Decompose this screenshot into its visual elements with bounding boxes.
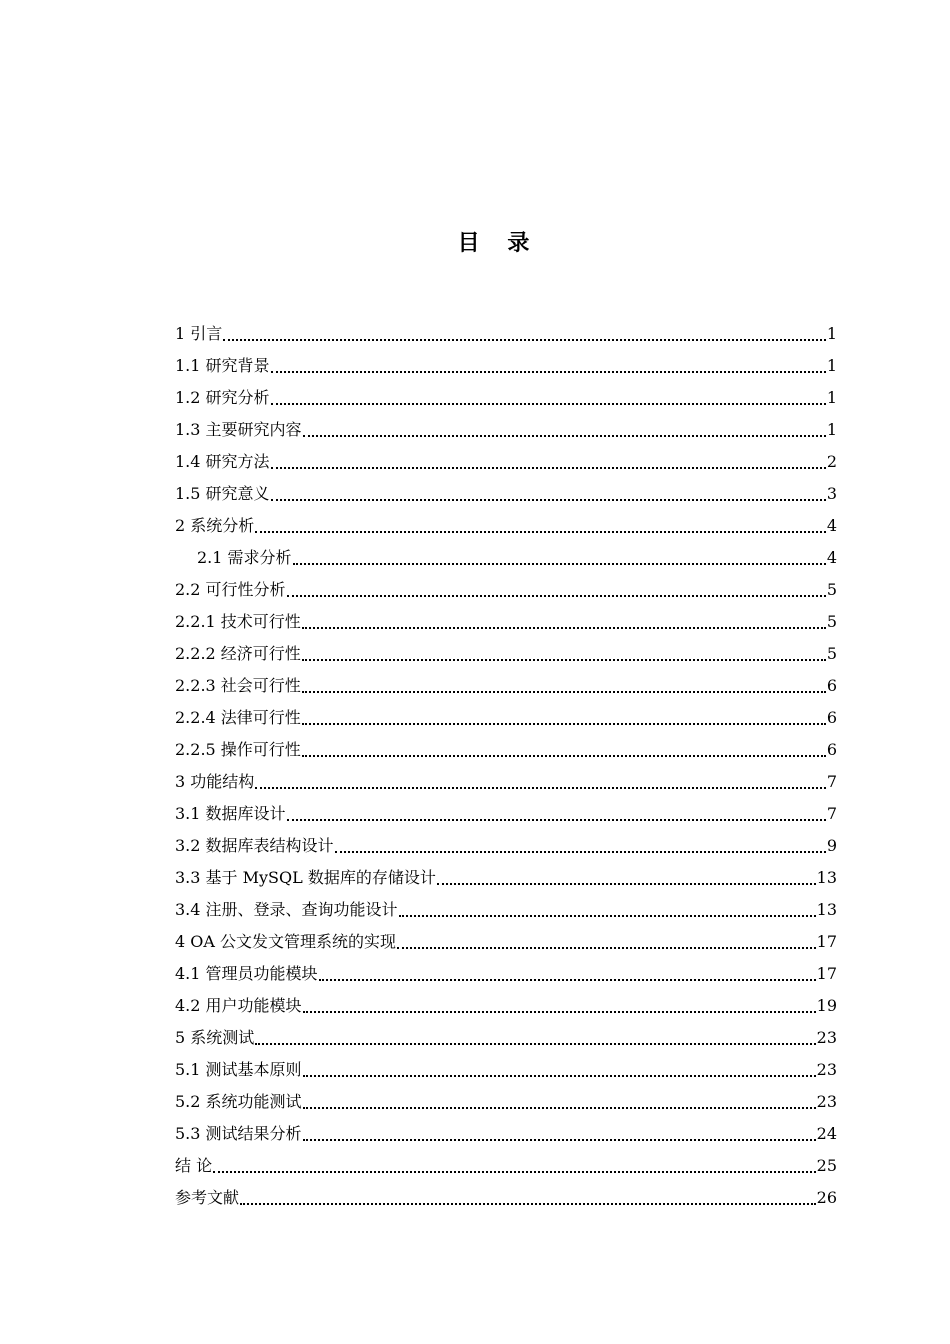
toc-entry-page-number: 1 xyxy=(826,324,837,343)
toc-entry-page-number: 7 xyxy=(826,772,837,791)
toc-entry-label: 1 引言 xyxy=(175,324,223,343)
toc-entry-page-number: 1 xyxy=(826,388,837,407)
toc-entry[interactable] xyxy=(175,1022,837,1054)
toc-entry-page-number: 24 xyxy=(816,1124,837,1143)
toc-entry[interactable] xyxy=(175,414,837,446)
toc-entry-label: 5 系统测试 xyxy=(175,1028,255,1047)
toc-dot-leader xyxy=(255,1022,815,1054)
toc-title: 目 录 xyxy=(457,231,540,256)
toc-entry[interactable] xyxy=(175,894,837,926)
toc-entry-page-number: 6 xyxy=(826,740,837,759)
toc-dot-leader xyxy=(399,894,816,926)
toc-dot-leader xyxy=(302,702,826,734)
toc-entry-label: 3.1 数据库设计 xyxy=(175,804,286,823)
toc-entry[interactable] xyxy=(175,606,837,638)
toc-entry[interactable] xyxy=(175,862,837,894)
toc-dot-leader xyxy=(302,734,826,766)
toc-entry-label: 3.2 数据库表结构设计 xyxy=(175,836,334,855)
toc-entry[interactable] xyxy=(175,1150,837,1182)
toc-entry[interactable] xyxy=(175,1054,837,1086)
toc-entry-page-number: 23 xyxy=(816,1092,837,1111)
toc-entry[interactable] xyxy=(175,1086,837,1118)
toc-entry-label: 1.3 主要研究内容 xyxy=(175,420,302,439)
toc-entry[interactable] xyxy=(175,958,837,990)
toc-entry-label: 4.1 管理员功能模块 xyxy=(175,964,318,983)
toc-dot-leader xyxy=(303,1118,816,1150)
toc-entry-page-number: 17 xyxy=(816,964,837,983)
toc-entry-label: 3 功能结构 xyxy=(175,772,255,791)
toc-entry[interactable] xyxy=(175,798,837,830)
toc-entry-label: 1.4 研究方法 xyxy=(175,452,270,471)
toc-dot-leader xyxy=(397,926,816,958)
toc-entry[interactable] xyxy=(175,350,837,382)
toc-entry-page-number: 5 xyxy=(826,580,837,599)
toc-entry-label: 2.2.4 法律可行性 xyxy=(175,708,301,727)
toc-entry-label: 2 系统分析 xyxy=(175,516,255,535)
toc-entry-label: 2.2.3 社会可行性 xyxy=(175,676,301,695)
toc-dot-leader xyxy=(335,830,826,862)
toc-dot-leader xyxy=(287,574,826,606)
toc-entry[interactable] xyxy=(175,542,837,574)
toc-dot-leader xyxy=(303,1086,816,1118)
toc-entry-page-number: 1 xyxy=(826,356,837,375)
toc-entry[interactable] xyxy=(175,318,837,350)
toc-entry[interactable] xyxy=(175,766,837,798)
toc-entry-page-number: 4 xyxy=(826,516,837,535)
toc-entry[interactable] xyxy=(175,574,837,606)
toc-dot-leader xyxy=(302,606,826,638)
toc-dot-leader xyxy=(271,446,826,478)
toc-entry[interactable] xyxy=(175,702,837,734)
toc-entry-label: 2.2.1 技术可行性 xyxy=(175,612,301,631)
toc-entry[interactable] xyxy=(175,478,837,510)
toc-dot-leader xyxy=(255,766,826,798)
toc-dot-leader xyxy=(303,414,826,446)
toc-entry-label: 2.1 需求分析 xyxy=(197,548,292,567)
toc-dot-leader xyxy=(271,350,826,382)
toc-entry[interactable] xyxy=(175,830,837,862)
toc-entry-page-number: 26 xyxy=(816,1188,837,1207)
toc-entry-label: 5.1 测试基本原则 xyxy=(175,1060,302,1079)
toc-dot-leader xyxy=(293,542,826,574)
toc-entry[interactable] xyxy=(175,1118,837,1150)
toc-entry-label: 2.2 可行性分析 xyxy=(175,580,286,599)
toc-dot-leader xyxy=(302,670,826,702)
toc-entry-page-number: 7 xyxy=(826,804,837,823)
toc-entry-label: 1.2 研究分析 xyxy=(175,388,270,407)
toc-entry-label: 5.3 测试结果分析 xyxy=(175,1124,302,1143)
toc-dot-leader xyxy=(271,382,826,414)
toc-dot-leader xyxy=(213,1150,816,1182)
toc-entry[interactable] xyxy=(175,638,837,670)
toc-entry-page-number: 9 xyxy=(826,836,837,855)
toc-dot-leader xyxy=(255,510,826,542)
toc-dot-leader xyxy=(319,958,816,990)
toc-entry[interactable] xyxy=(175,990,837,1022)
toc-entry-label: 参考文献 xyxy=(175,1188,240,1207)
toc-entry-label: 2.2.2 经济可行性 xyxy=(175,644,301,663)
toc-entry[interactable] xyxy=(175,510,837,542)
toc-entry-label: 2.2.5 操作可行性 xyxy=(175,740,301,759)
toc-entry-label: 结 论 xyxy=(175,1156,213,1175)
toc-entry-label: 3.3 基于 MySQL 数据库的存储设计 xyxy=(175,868,436,887)
toc-entry-label: 4.2 用户功能模块 xyxy=(175,996,302,1015)
toc-entry-page-number: 13 xyxy=(816,900,837,919)
toc-dot-leader xyxy=(302,638,826,670)
toc-entry[interactable] xyxy=(175,382,837,414)
toc-entry-label: 3.4 注册、登录、查询功能设计 xyxy=(175,900,398,919)
toc-entry-page-number: 5 xyxy=(826,644,837,663)
toc-entry-page-number: 13 xyxy=(816,868,837,887)
table-of-contents xyxy=(175,318,837,1214)
toc-entry-page-number: 23 xyxy=(816,1060,837,1079)
toc-dot-leader xyxy=(240,1182,816,1214)
toc-dot-leader xyxy=(303,990,816,1022)
toc-dot-leader xyxy=(287,798,826,830)
toc-entry-label: 1.1 研究背景 xyxy=(175,356,270,375)
toc-entry-page-number: 17 xyxy=(816,932,837,951)
toc-entry-page-number: 23 xyxy=(816,1028,837,1047)
toc-dot-leader xyxy=(303,1054,816,1086)
toc-entry[interactable] xyxy=(175,1182,837,1214)
toc-entry[interactable] xyxy=(175,734,837,766)
toc-entry-page-number: 4 xyxy=(826,548,837,567)
toc-entry-label: 5.2 系统功能测试 xyxy=(175,1092,302,1111)
toc-entry[interactable] xyxy=(175,670,837,702)
toc-dot-leader xyxy=(223,318,826,350)
toc-entry-label: 4 OA 公文发文管理系统的实现 xyxy=(175,932,397,951)
toc-entry-page-number: 25 xyxy=(816,1156,837,1175)
toc-entry-page-number: 3 xyxy=(826,484,837,503)
toc-entry-page-number: 6 xyxy=(826,676,837,695)
toc-entry-page-number: 2 xyxy=(826,452,837,471)
toc-entry[interactable] xyxy=(175,926,837,958)
toc-entry-page-number: 19 xyxy=(816,996,837,1015)
toc-dot-leader xyxy=(437,862,816,894)
toc-entry-page-number: 5 xyxy=(826,612,837,631)
toc-dot-leader xyxy=(271,478,826,510)
toc-entry-page-number: 6 xyxy=(826,708,837,727)
toc-entry-label: 1.5 研究意义 xyxy=(175,484,270,503)
toc-entry-page-number: 1 xyxy=(826,420,837,439)
toc-entry[interactable] xyxy=(175,446,837,478)
